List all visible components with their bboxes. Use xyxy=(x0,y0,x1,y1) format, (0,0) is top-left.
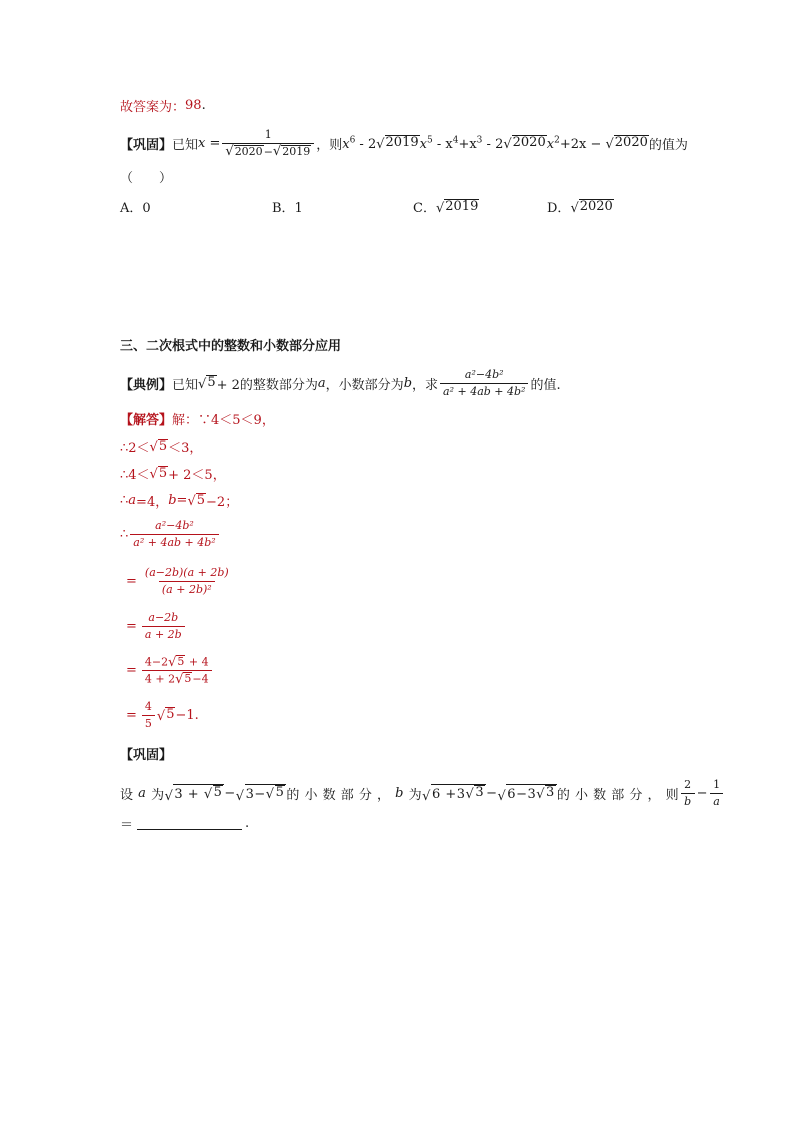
sqrt-2019: √ 2019 xyxy=(272,144,311,160)
consolidate1-question xyxy=(120,128,688,159)
x-frac-den: √ 2020 − √ 2019 xyxy=(222,143,314,159)
x-eq: x = xyxy=(198,136,221,152)
solution-step-3: ∴ a =4， b = √ 5 −2； xyxy=(120,492,239,510)
example-fraction: $\frac{\text{a²−4b²}}{\text{a² + 4ab + 4b²}}$ xyxy=(440,368,528,399)
example-tag: 【典例】 xyxy=(120,377,173,393)
solution-step-7: = 4−2 √ 5 + 4 4 + 2 √ 5 −4 xyxy=(120,655,214,687)
solution-tag: 【解答】 xyxy=(120,413,173,428)
then-text: ，则 xyxy=(316,138,343,154)
answer-label: 故答案为： xyxy=(120,100,186,115)
answer-blank[interactable] xyxy=(137,817,242,830)
option-b[interactable]: B．1 xyxy=(272,201,303,216)
answer-paren: （ ） xyxy=(120,171,173,186)
answer-value: 98 xyxy=(185,98,202,113)
solution-step-1: ∴2＜ √ 5 ＜3， xyxy=(120,438,203,456)
solution-step-5: = $\frac{(a-2b)(a + 2b)}{\text{(a + 2b)²}}$ xyxy=(126,566,229,596)
consolidate2-tag: 【巩固】 xyxy=(120,748,173,763)
option-d[interactable]: D． √ 2020 xyxy=(547,199,613,216)
consolidate1-known: 已知 xyxy=(172,138,199,154)
answer-end: . xyxy=(201,98,206,113)
sqrt-2020: √ 2020 xyxy=(225,144,263,160)
solution-step-4: ∴ $\frac{\text{a²−4b²}}{\text{a² + 4ab + 4b²}}$ xyxy=(120,519,221,550)
solution-step-2: ∴4＜ √ 5 + 2＜5， xyxy=(120,465,226,483)
section3-title: 三、二次根式中的整数和小数部分应用 xyxy=(120,339,342,354)
solution-intro: 【解答】 解：∵4＜5＜9， xyxy=(120,409,275,428)
example-question: 【典例】 已知 √ 5 + 2的整数部分为 a ，小数部分为 b ，求 $\frac{\text{a²−4b²}}{\text{a² + 4ab + 4b²}}$ 的值. xyxy=(120,368,561,398)
options-row xyxy=(120,197,614,216)
x-frac-num: 1 xyxy=(264,128,272,141)
answer-line xyxy=(120,96,206,115)
poly-expression: $x^6 - 2$ √ 2019 $x^5 - x^4+x^3 - 2$ √ 2020 $x^2+2x$ − √ 2020 xyxy=(342,135,648,153)
consolidate1-tag: 【巩固】 xyxy=(120,138,173,154)
solution-step-6: = $\frac{a-2b}{a + 2b}$ xyxy=(120,611,187,642)
option-a[interactable]: A．0 xyxy=(120,201,151,216)
answer-blank-line: ＝ . xyxy=(120,816,250,833)
value-tail: 的值为 xyxy=(648,138,688,154)
solution-step-8: = $\frac{4}{5}$ √ 5 −1. xyxy=(126,700,199,730)
option-c[interactable]: C． √ 2019 xyxy=(413,199,479,216)
consolidate2-question: 设 a 为 √ 3 + √ 5 − √ 3− √ 5 的 小 数 部 分 ， b 为 √ 6 +3 √ 3 − √ 6−3 √ 3 的 小 数 部 分 ， 则 $\frac{2}{b}$ − $\frac{1}{a}$ xyxy=(120,778,726,809)
x-fraction xyxy=(222,128,314,159)
